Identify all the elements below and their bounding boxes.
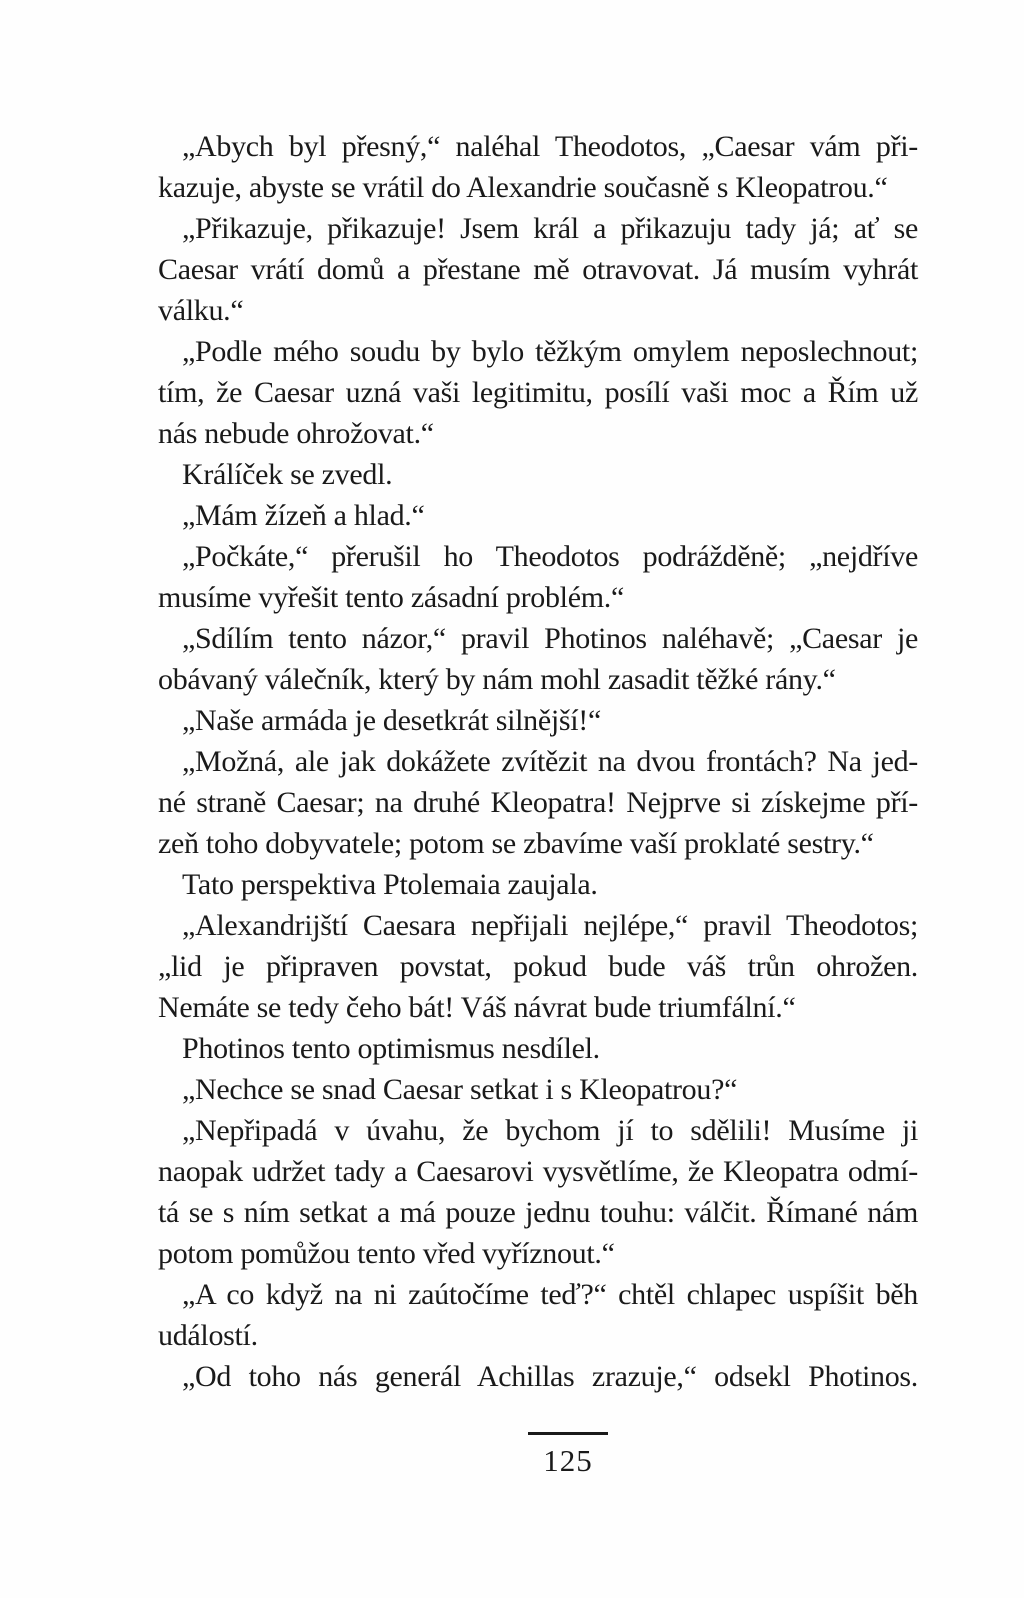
text-line: tím, že Caesar uzná vaši legitimitu, posílí vaši moc a Řím už [158, 376, 918, 409]
text-line: Tato perspektiva Ptolemaia zaujala. [182, 868, 598, 901]
text-line: Caesar vrátí domů a přestane mě otravovat. Já musím vyhrát [158, 253, 918, 286]
text-line: „Abych byl přesný,“ naléhal Theodotos, „Caesar vám při- [182, 130, 918, 163]
text-line: Photinos tento optimismus nesdílel. [182, 1032, 600, 1065]
text-line: zeň toho dobyvatele; potom se zbavíme vaší proklaté sestry.“ [158, 827, 874, 860]
text-line: naopak udržet tady a Caesarovi vysvětlíme, že Kleopatra odmí- [158, 1155, 918, 1188]
page-footer [0, 1432, 1024, 1479]
text-line: kazuje, abyste se vrátil do Alexandrie současně s Kleopatrou.“ [158, 171, 888, 204]
text-line: „lid je připraven povstat, pokud bude váš trůn ohrožen. [158, 950, 918, 983]
text-line: „Sdílím tento názor,“ pravil Photinos naléhavě; „Caesar je [182, 622, 918, 655]
text-line: „A co když na ni zaútočíme teď?“ chtěl chlapec uspíšit běh [182, 1278, 918, 1311]
text-line: „Nechce se snad Caesar setkat i s Kleopatrou?“ [182, 1073, 738, 1106]
text-line: obávaný válečník, který by nám mohl zasadit těžké rány.“ [158, 663, 836, 696]
text-line: „Počkáte,“ přerušil ho Theodotos podrážděně; „nejdříve [182, 540, 918, 573]
text-line: válku.“ [158, 294, 244, 327]
text-line: nás nebude ohrožovat.“ [158, 417, 434, 450]
body-text [158, 126, 918, 1397]
text-line: potom pomůžou tento vřed vyříznout.“ [158, 1237, 615, 1270]
text-line: „Od toho nás generál Achillas zrazuje,“ odsekl Photinos. [182, 1360, 918, 1393]
text-line: „Naše armáda je desetkrát silnější!“ [182, 704, 602, 737]
text-line: „Alexandrijští Caesara nepřijali nejlépe,“ pravil Theodotos; [182, 909, 918, 942]
text-line: „Možná, ale jak dokážete zvítězit na dvou frontách? Na jed- [182, 745, 918, 778]
text-line: Nemáte se tedy čeho bát! Váš návrat bude triumfální.“ [158, 991, 796, 1024]
text-line: musíme vyřešit tento zásadní problém.“ [158, 581, 624, 614]
footer-rule [528, 1432, 608, 1435]
text-line: „Nepřipadá v úvahu, že bychom jí to sdělili! Musíme ji [182, 1114, 918, 1147]
text-line: né straně Caesar; na druhé Kleopatra! Nejprve si získejme pří- [158, 786, 918, 819]
text-line: tá se s ním setkat a má pouze jednu touhu: válčit. Římané nám [158, 1196, 918, 1229]
text-line: „Mám žízeň a hlad.“ [182, 499, 425, 532]
page-number: 125 [543, 1443, 593, 1478]
text-line: „Podle mého soudu by bylo těžkým omylem neposlechnout; [182, 335, 918, 368]
text-line: událostí. [158, 1319, 258, 1352]
text-line: „Přikazuje, přikazuje! Jsem král a přikazuju tady já; ať se [182, 212, 918, 245]
text-line: Králíček se zvedl. [182, 458, 393, 491]
